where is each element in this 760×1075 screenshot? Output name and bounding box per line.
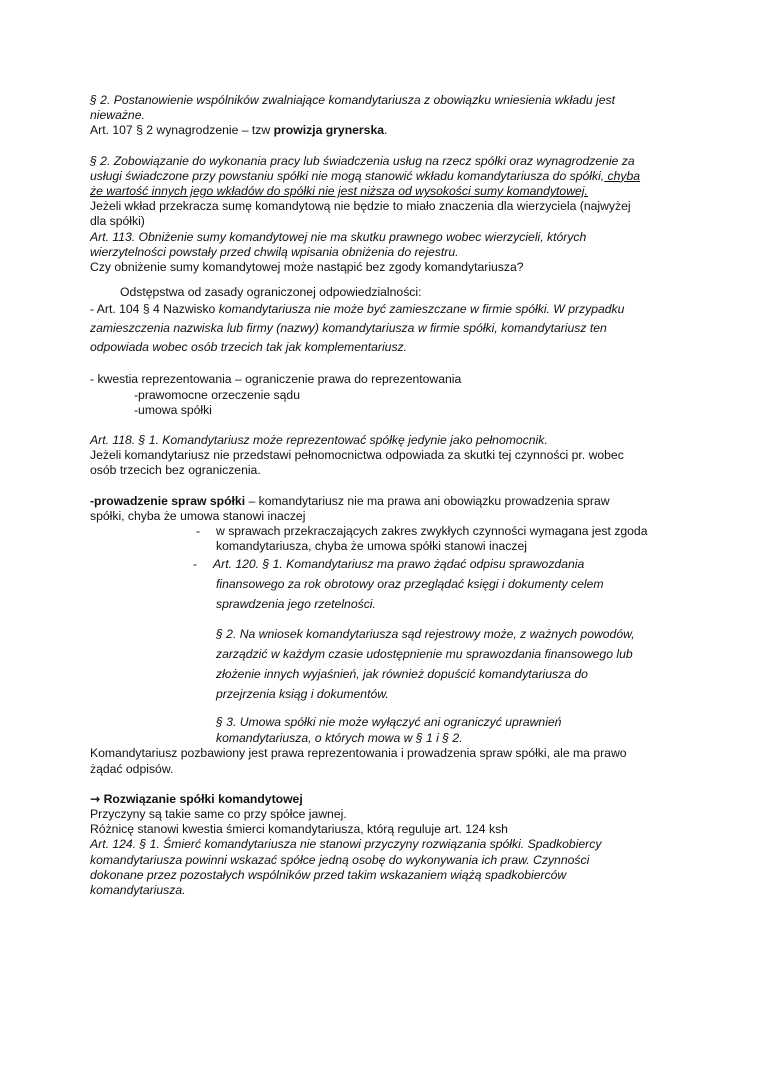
document-body (90, 93, 680, 898)
text-line (90, 123, 680, 138)
list-item (90, 524, 680, 554)
bold-term: prowizja grynerska (273, 123, 385, 138)
text-line: Jeżeli komandytariusz nie przedstawi pełnomocnictwa odpowiada za skutki tej czynności pr. wobec (90, 448, 624, 463)
text-line: wierzytelności powstały przed chwilą wpisania obniżenia do rejestru. (90, 244, 459, 259)
text-line: spółki, chyba że umowa stanowi inaczej (90, 508, 306, 523)
text-line: Komandytariusz pozbawiony jest prawa reprezentowania i prowadzenia spraw spółki, ale ma prawo (90, 746, 627, 761)
paragraph-art-118 (90, 433, 680, 479)
heading-text: Rozwiązanie spółki komandytowej (103, 791, 303, 806)
text-line: komandytariusza, chyba że umowa spółki stanowi inaczej (216, 539, 527, 554)
text-line: finansowego za rok obrotowy oraz przeglądać księgi i dokumenty celem (216, 577, 604, 592)
arrow-right-icon: → (90, 791, 101, 806)
underlined-span: chyba (604, 168, 641, 183)
text-line: komandytariusza, o których mowa w § 1 i § 2. (216, 731, 463, 746)
text-line: w sprawach przekraczających zakres zwykłych czynności wymagana jest zgoda (216, 524, 648, 539)
text-line: § 2. Zobowiązanie do wykonania pracy lub świadczenia usług na rzecz spółki oraz wynagrodzenie za (90, 153, 635, 168)
section-lead: Odstępstwa od zasady ograniczonej odpowiedzialności: (120, 285, 422, 300)
text-line: dla spółki) (90, 214, 145, 229)
text-line: - kwestia reprezentowania – ograniczenie prawa do reprezentowania (90, 372, 462, 387)
text-line: Art. 120. § 1. Komandytariusz ma prawo żądać odpisu sprawozdania (213, 557, 585, 572)
dash-bullet: - (196, 524, 201, 539)
underlined-line: że wartość innych jego wkładów do spółki nie jest niższa od wysokości sumy komandytowej. (90, 184, 588, 199)
text-line: nieważne. (90, 108, 145, 123)
bold-term: -prowadzenie spraw spółki (90, 493, 246, 508)
paragraph-zobowiazanie-praca (90, 154, 680, 276)
list-item: -umowa spółki (134, 402, 212, 417)
text-line: zarządzić w każdym czasie udostępnienie mu sprawozdania finansowego lub (216, 647, 633, 662)
text-span: Art. 107 § 2 wynagrodzenie – tzw (90, 123, 274, 138)
list-item (90, 554, 680, 614)
text-line: komandytariusza powinni wskazać spółce jedną osobę do wykonywania ich praw. Czynności (90, 852, 590, 867)
subsection-art-120-s3 (90, 714, 680, 746)
text-line (90, 300, 680, 319)
text-line: Art. 124. § 1. Śmierć komandytariusza nie stanowi przyczyny rozwiązania spółki. Spadkobiercy (90, 837, 602, 852)
text-line: § 3. Umowa spółki nie może wyłączyć ani ograniczyć uprawnień (216, 715, 562, 730)
list-item: -prawomocne orzeczenie sądu (134, 387, 300, 402)
text-line: osób trzecich bez ograniczenia. (90, 463, 261, 478)
text-line: przejrzenia ksiąg i dokumentów. (216, 687, 389, 702)
text-line: sprawdzenia jego rzetelności. (216, 597, 376, 612)
text-line: żądać odpisów. (90, 761, 174, 776)
text-line: dokonane przez pozostałych wspólników przed takim wskazaniem wiążą spadkobierców (90, 867, 567, 882)
text-line: § 2. Na wniosek komandytariusza sąd rejestrowy może, z ważnych powodów, (216, 627, 635, 642)
text-span: . (384, 123, 388, 138)
text-line: Art. 118. § 1. Komandytariusz może reprezentować spółkę jedynie jako pełnomocnik. (90, 433, 548, 448)
section-heading (90, 792, 680, 807)
text-line: Różnicę stanowi kwestia śmierci komandytariusza, którą reguluje art. 124 ksh (90, 822, 508, 837)
text-line: komandytariusza. (90, 883, 186, 898)
text-line: Art. 113. Obniżenie sumy komandytowej nie ma skutku prawnego wobec wierzycieli, których (90, 229, 587, 244)
text-span: usługi świadczone przy powstaniu spółki nie mogą stanowić wkładu komandytariusza do spółki, (90, 168, 605, 183)
text-line: odpowiada wobec osób trzecich tak jak komplementariusz. (90, 340, 408, 355)
paragraph-odstepstwa (90, 285, 680, 357)
paragraph-prowadzenie-spraw (90, 494, 680, 777)
subsection-art-120-s2 (90, 624, 680, 704)
text-line: zamieszczenia nazwiska lub firmy (nazwy) komandytariusza w firmie spółki, komandytariusz ten (90, 321, 607, 336)
italic-span: komandytariusza nie może być zamieszczane w firmie spółki. W przypadku (218, 302, 625, 317)
dash-bullet: - (193, 557, 198, 572)
paragraph-reprezentowanie (90, 372, 680, 418)
text-line: Jeżeli wkład przekracza sumę komandytową nie będzie to miało znaczenia dla wierzyciela (najwyżej (90, 199, 631, 214)
paragraph-rozwiazanie (90, 792, 680, 898)
text-line: złożenie innych wyjaśnień, jak również dopuścić komandytariusza do (216, 667, 588, 682)
text-span: - Art. 104 § 4 Nazwisko (90, 302, 219, 317)
text-span: – komandytariusz nie ma prawa ani obowiązku prowadzenia spraw (245, 493, 610, 508)
paragraph-wklad-zwolnienie (90, 93, 680, 139)
text-line (90, 494, 680, 509)
text-line: Przyczyny są takie same co przy spółce jawnej. (90, 807, 347, 822)
text-line: § 2. Postanowienie wspólników zwalniające komandytariusza z obowiązku wniesienia wkładu jest (90, 93, 616, 107)
text-line (90, 169, 680, 184)
question-line: Czy obniżenie sumy komandytowej może nastąpić bez zgody komandytariusza? (90, 260, 524, 275)
